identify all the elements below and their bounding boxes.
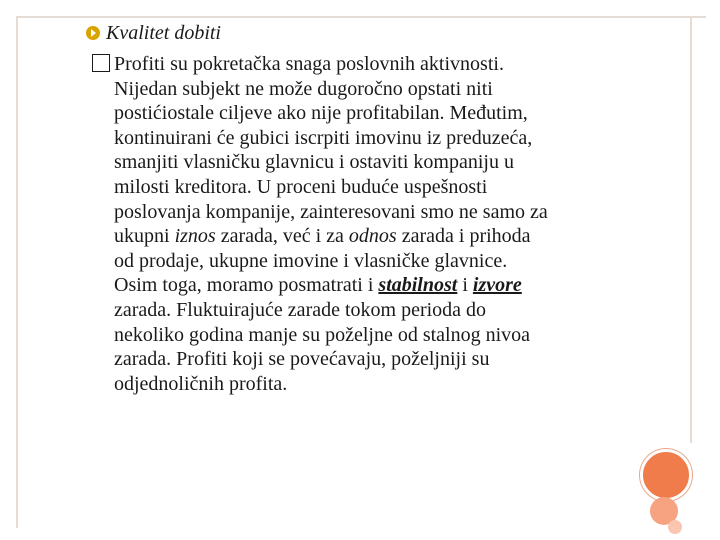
paragraph-line: Nijedan subjekt ne može dugoročno opstati niti [114,77,493,100]
text-run: ukupni [114,225,175,248]
text-run: zarada i prihoda [396,225,531,248]
decorative-circle-large [640,449,692,501]
text-run: Profiti su pokretačka snaga poslovnih aktivnosti. [114,53,504,75]
paragraph-line: postićiostale ciljeve ako nije profitabilan. Međutim, [114,102,528,125]
paragraph-line [92,273,692,298]
text-run: Osim toga, moramo posmatrati i [114,274,379,297]
emphasis-izvore: izvore [472,274,522,297]
paragraph-line [92,224,692,249]
emphasis-stabilnost: stabilnost [378,274,458,297]
paragraph-line: kontinuirani će gubici iscrpiti imovinu iz preduzeća, [114,126,533,149]
text-run: i [457,274,473,297]
decorative-circle-small [668,520,682,534]
paragraph-line: od prodaje, ukupne imovine i vlasničke glavnice. [114,249,508,272]
paragraph-line: nekoliko godina manje su poželjne od stalnog nivoa [114,323,531,346]
paragraph-line: zarada. Profiti koji se povećavaju, poželjniji su [114,348,490,371]
paragraph-line: poslovanja kompanije, zainteresovani smo ne samo za [114,200,548,223]
heading-text: Kvalitet dobiti [106,22,221,44]
emphasis-odnos: odnos [348,225,397,248]
paragraph-line: odjednoličnih profita. [114,372,288,395]
emphasis-iznos: iznos [174,225,216,248]
missing-glyph-box-icon [92,54,110,72]
circle-arrow-bullet-icon [86,26,100,40]
paragraph-line: zarada. Fluktuirajuće zarade tokom perioda do [114,298,487,321]
text-run: zarada, već i za [215,225,349,248]
paragraph-line: milosti kreditora. U proceni buduće uspešnosti [114,175,488,198]
paragraph-line: smanjiti vlasničku glavnicu i ostaviti kompaniju u [114,151,514,174]
body-paragraph [92,52,692,396]
section-heading [86,20,221,46]
paragraph-line [92,52,692,77]
